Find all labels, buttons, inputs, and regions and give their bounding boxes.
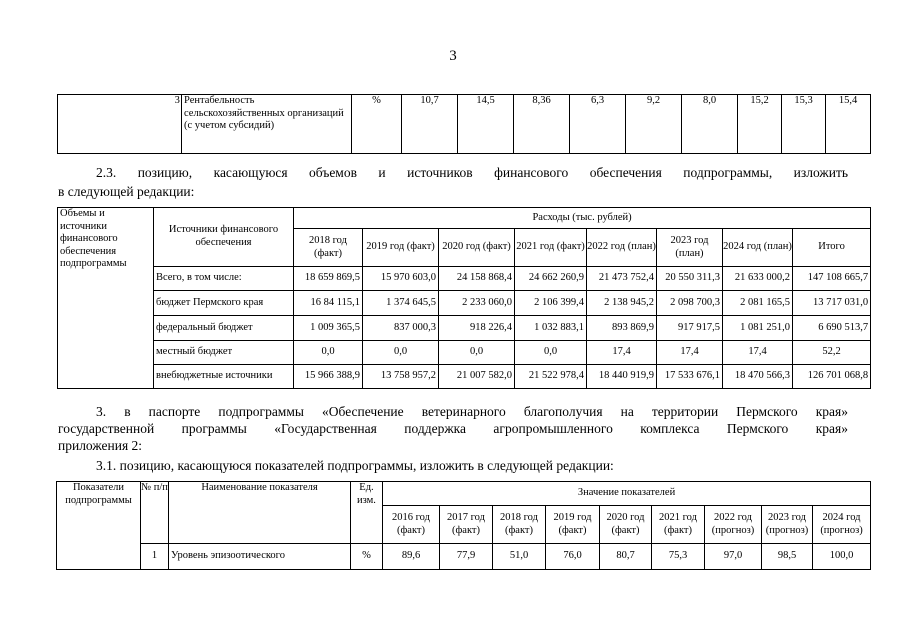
year-header: 2020 год (факт)	[600, 506, 652, 544]
value-cell: 8,0	[682, 95, 738, 154]
value-cell: 17 533 676,1	[657, 365, 723, 389]
value-cell: 51,0	[493, 544, 546, 570]
unit: %	[351, 544, 383, 570]
value-cell: 837 000,3	[363, 316, 439, 341]
year-header: 2023 год (прогноз)	[762, 506, 813, 544]
paragraph-3-1: 3.1. позицию, касающуюся показателей подпрограммы, изложить в следующей редакции:	[96, 458, 614, 473]
value-cell: 6,3	[570, 95, 626, 154]
number-header: № п/п	[141, 482, 169, 544]
source-label: Всего, в том числе:	[154, 267, 294, 291]
value-cell: 15 966 388,9	[294, 365, 363, 389]
value-cell: 1 374 645,5	[363, 291, 439, 316]
year-header: 2024 год (прогноз)	[813, 506, 871, 544]
value-cell: 18 659 869,5	[294, 267, 363, 291]
value-cell: 1 009 365,5	[294, 316, 363, 341]
value-cell: 6 690 513,7	[793, 316, 871, 341]
value-cell: 24 662 260,9	[515, 267, 587, 291]
value-cell: 20 550 311,3	[657, 267, 723, 291]
indicator-name: Уровень эпизоотического	[169, 544, 351, 570]
source-label: внебюджетные источники	[154, 365, 294, 389]
indicator-name: Рентабельность сельскохозяйственных организаций (с учетом субсидий)	[182, 95, 352, 154]
value-cell: 21 522 978,4	[515, 365, 587, 389]
year-header: 2016 год (факт)	[383, 506, 440, 544]
paragraph-3-line1: 3. в паспорте подпрограммы «Обеспечение ветеринарного благополучия на территории Пермского края»	[96, 404, 848, 419]
financing-table	[57, 207, 871, 389]
value-cell: 21 473 752,4	[587, 267, 657, 291]
value-cell: 0,0	[294, 341, 363, 365]
value-cell: 10,7	[402, 95, 458, 154]
paragraph-2-3-line1: 2.3. позицию, касающуюся объемов и источников финансового обеспечения подпрограммы, изложить	[96, 165, 848, 180]
paragraph-3-line3: приложения 2:	[58, 438, 143, 453]
value-cell: 14,5	[458, 95, 514, 154]
value-cell: 77,9	[440, 544, 493, 570]
value-cell: 24 158 868,4	[439, 267, 515, 291]
year-header: 2018 год (факт)	[493, 506, 546, 544]
year-header: 2022 год (план)	[587, 229, 657, 267]
year-header: 2021 год (факт)	[652, 506, 705, 544]
table-row	[58, 95, 871, 154]
values-header: Значение показателей	[383, 482, 871, 506]
value-cell: 893 869,9	[587, 316, 657, 341]
value-cell: 97,0	[705, 544, 762, 570]
sources-header: Источники финансового обеспечения	[154, 208, 294, 267]
value-cell: 917 917,5	[657, 316, 723, 341]
unit-header: Ед. изм.	[351, 482, 383, 544]
year-header: 2017 год (факт)	[440, 506, 493, 544]
value-cell: 126 701 068,8	[793, 365, 871, 389]
value-cell: 15 970 603,0	[363, 267, 439, 291]
value-cell: 89,6	[383, 544, 440, 570]
unit: %	[352, 95, 402, 154]
year-header: 2024 год (план)	[723, 229, 793, 267]
table-row	[58, 316, 871, 341]
indicator-name-header: Наименование показателя	[169, 482, 351, 544]
expenses-header: Расходы (тыс. рублей)	[294, 208, 871, 229]
value-cell: 76,0	[546, 544, 600, 570]
page-number: 3	[449, 48, 457, 64]
value-cell: 15,3	[782, 95, 826, 154]
value-cell: 21 007 582,0	[439, 365, 515, 389]
paragraph-2-3-line2: в следующей редакции:	[58, 184, 195, 199]
table-row	[58, 341, 871, 365]
value-cell: 21 633 000,2	[723, 267, 793, 291]
year-header: 2023 год (план)	[657, 229, 723, 267]
value-cell: 2 081 165,5	[723, 291, 793, 316]
year-header: 2020 год (факт)	[439, 229, 515, 267]
row-number: 3	[174, 95, 182, 154]
table-row	[57, 544, 871, 570]
value-cell: 80,7	[600, 544, 652, 570]
indicators-label: Показатели подпрограммы	[57, 482, 141, 570]
value-cell: 918 226,4	[439, 316, 515, 341]
year-header: 2022 год (прогноз)	[705, 506, 762, 544]
year-header: 2019 год (факт)	[546, 506, 600, 544]
value-cell: 15,2	[738, 95, 782, 154]
table-row	[58, 267, 871, 291]
year-header: 2019 год (факт)	[363, 229, 439, 267]
table-row	[58, 365, 871, 389]
value-cell: 15,4	[826, 95, 871, 154]
source-label: бюджет Пермского края	[154, 291, 294, 316]
value-cell: 0,0	[363, 341, 439, 365]
value-cell: 2 233 060,0	[439, 291, 515, 316]
value-cell: 100,0	[813, 544, 871, 570]
year-header: 2021 год (факт)	[515, 229, 587, 267]
value-cell: 1 081 251,0	[723, 316, 793, 341]
value-cell: 0,0	[439, 341, 515, 365]
value-cell: 2 106 399,4	[515, 291, 587, 316]
indicators-table-continuation	[57, 94, 871, 154]
value-cell: 0,0	[515, 341, 587, 365]
source-label: федеральный бюджет	[154, 316, 294, 341]
source-label: местный бюджет	[154, 341, 294, 365]
value-cell: 147 108 665,7	[793, 267, 871, 291]
year-header: 2018 год (факт)	[294, 229, 363, 267]
value-cell: 17,4	[723, 341, 793, 365]
value-cell: 2 138 945,2	[587, 291, 657, 316]
subprogram-indicators-table	[56, 481, 871, 570]
total-header: Итого	[793, 229, 871, 267]
value-cell: 2 098 700,3	[657, 291, 723, 316]
value-cell: 8,36	[514, 95, 570, 154]
table-row	[58, 291, 871, 316]
value-cell: 9,2	[626, 95, 682, 154]
value-cell: 13 717 031,0	[793, 291, 871, 316]
value-cell: 13 758 957,2	[363, 365, 439, 389]
value-cell: 1 032 883,1	[515, 316, 587, 341]
value-cell: 17,4	[587, 341, 657, 365]
volumes-sources-label: Объемы и источники финансового обеспечения подпрограммы	[58, 208, 154, 389]
value-cell: 98,5	[762, 544, 813, 570]
value-cell: 16 84 115,1	[294, 291, 363, 316]
row-number: 1	[141, 544, 169, 570]
value-cell: 18 440 919,9	[587, 365, 657, 389]
paragraph-3-line2: государственной программы «Государственная поддержка агропромышленного комплекса Пермского края»	[58, 421, 848, 436]
value-cell: 17,4	[657, 341, 723, 365]
value-cell: 18 470 566,3	[723, 365, 793, 389]
value-cell: 52,2	[793, 341, 871, 365]
value-cell: 75,3	[652, 544, 705, 570]
